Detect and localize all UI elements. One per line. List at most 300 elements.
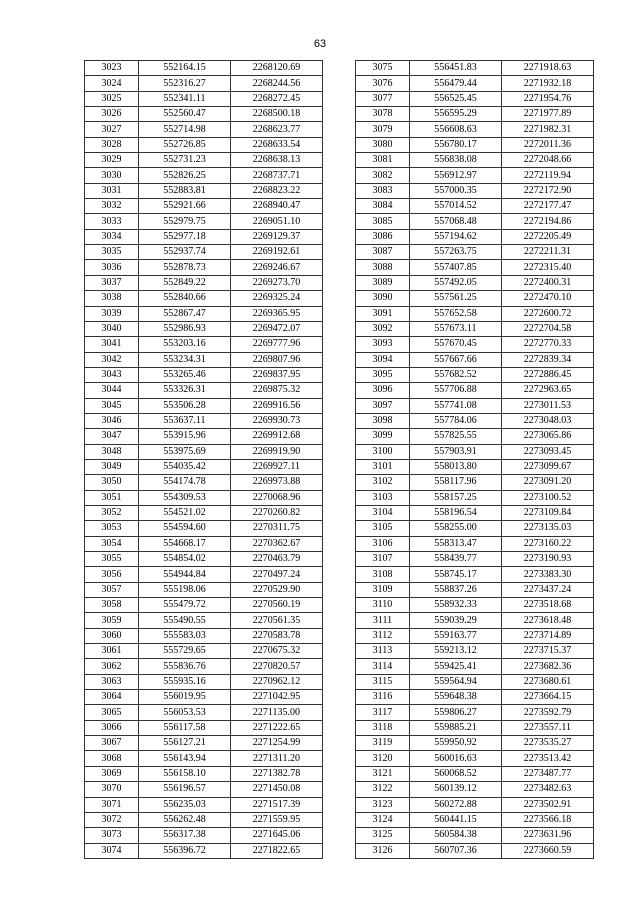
x-coordinate-cell: 556780.17 — [410, 137, 502, 152]
table-row — [356, 398, 594, 413]
table-row — [85, 720, 323, 735]
y-coordinate-cell: 2272770.33 — [502, 337, 594, 352]
point-number-cell: 3050 — [85, 475, 139, 490]
table-row — [356, 275, 594, 290]
point-number-cell: 3090 — [356, 291, 410, 306]
table-row — [356, 720, 594, 735]
point-number-cell: 3108 — [356, 567, 410, 582]
point-number-cell: 3085 — [356, 214, 410, 229]
x-coordinate-cell: 554594.60 — [139, 521, 231, 536]
point-number-cell: 3094 — [356, 352, 410, 367]
x-coordinate-cell: 556235.03 — [139, 797, 231, 812]
y-coordinate-cell: 2270529.90 — [231, 582, 323, 597]
y-coordinate-cell: 2273714.89 — [502, 628, 594, 643]
point-number-cell: 3068 — [85, 751, 139, 766]
y-coordinate-cell: 2271645.06 — [231, 828, 323, 843]
point-number-cell: 3061 — [85, 644, 139, 659]
x-coordinate-cell: 559564.94 — [410, 674, 502, 689]
point-number-cell: 3039 — [85, 306, 139, 321]
table-row — [85, 521, 323, 536]
y-coordinate-cell: 2273109.84 — [502, 505, 594, 520]
y-coordinate-cell: 2268823.22 — [231, 183, 323, 198]
table-row — [356, 199, 594, 214]
table-row — [356, 168, 594, 183]
point-number-cell: 3067 — [85, 736, 139, 751]
y-coordinate-cell: 2272704.58 — [502, 321, 594, 336]
x-coordinate-cell: 552316.27 — [139, 76, 231, 91]
point-number-cell: 3109 — [356, 582, 410, 597]
x-coordinate-cell: 555729.65 — [139, 644, 231, 659]
table-row — [356, 582, 594, 597]
y-coordinate-cell: 2271382.78 — [231, 766, 323, 781]
y-coordinate-cell: 2273383.30 — [502, 567, 594, 582]
y-coordinate-cell: 2273513.42 — [502, 751, 594, 766]
x-coordinate-cell: 556127.21 — [139, 736, 231, 751]
table-row — [85, 306, 323, 321]
table-row — [85, 659, 323, 674]
y-coordinate-cell: 2272011.36 — [502, 137, 594, 152]
x-coordinate-cell: 552164.15 — [139, 61, 231, 76]
point-number-cell: 3028 — [85, 137, 139, 152]
x-coordinate-cell: 560272.88 — [410, 797, 502, 812]
x-coordinate-cell: 556317.38 — [139, 828, 231, 843]
x-coordinate-cell: 554035.42 — [139, 459, 231, 474]
table-row — [356, 245, 594, 260]
point-number-cell: 3034 — [85, 229, 139, 244]
y-coordinate-cell: 2272400.31 — [502, 275, 594, 290]
x-coordinate-cell: 556053.53 — [139, 705, 231, 720]
table-row — [356, 337, 594, 352]
point-number-cell: 3072 — [85, 812, 139, 827]
point-number-cell: 3043 — [85, 367, 139, 382]
table-row — [356, 659, 594, 674]
x-coordinate-cell: 559806.27 — [410, 705, 502, 720]
table-row — [85, 843, 323, 858]
y-coordinate-cell: 2269912.68 — [231, 429, 323, 444]
table-row — [356, 183, 594, 198]
x-coordinate-cell: 553234.31 — [139, 352, 231, 367]
point-number-cell: 3083 — [356, 183, 410, 198]
table-row — [356, 260, 594, 275]
y-coordinate-cell: 2272172.90 — [502, 183, 594, 198]
x-coordinate-cell: 553203.16 — [139, 337, 231, 352]
table-row — [356, 352, 594, 367]
table-row — [356, 598, 594, 613]
y-coordinate-cell: 2273680.61 — [502, 674, 594, 689]
point-number-cell: 3057 — [85, 582, 139, 597]
x-coordinate-cell: 557014.52 — [410, 199, 502, 214]
point-number-cell: 3046 — [85, 413, 139, 428]
x-coordinate-cell: 552826.25 — [139, 168, 231, 183]
y-coordinate-cell: 2269919.90 — [231, 444, 323, 459]
point-number-cell: 3027 — [85, 122, 139, 137]
point-number-cell: 3093 — [356, 337, 410, 352]
point-number-cell: 3033 — [85, 214, 139, 229]
y-coordinate-cell: 2270560.19 — [231, 598, 323, 613]
x-coordinate-cell: 560068.52 — [410, 766, 502, 781]
point-number-cell: 3079 — [356, 122, 410, 137]
x-coordinate-cell: 559648.38 — [410, 690, 502, 705]
y-coordinate-cell: 2269973.88 — [231, 475, 323, 490]
point-number-cell: 3035 — [85, 245, 139, 260]
point-number-cell: 3095 — [356, 367, 410, 382]
point-number-cell: 3063 — [85, 674, 139, 689]
table-row — [356, 782, 594, 797]
table-row — [85, 168, 323, 183]
table-row — [85, 536, 323, 551]
x-coordinate-cell: 559213.12 — [410, 644, 502, 659]
y-coordinate-cell: 2273048.03 — [502, 413, 594, 428]
y-coordinate-cell: 2273518.68 — [502, 598, 594, 613]
point-number-cell: 3116 — [356, 690, 410, 705]
x-coordinate-cell: 555490.55 — [139, 613, 231, 628]
x-coordinate-cell: 553975.69 — [139, 444, 231, 459]
x-coordinate-cell: 555836.76 — [139, 659, 231, 674]
table-row — [85, 598, 323, 613]
y-coordinate-cell: 2270820.57 — [231, 659, 323, 674]
x-coordinate-cell: 552726.85 — [139, 137, 231, 152]
table-row — [85, 782, 323, 797]
y-coordinate-cell: 2271042.95 — [231, 690, 323, 705]
point-number-cell: 3121 — [356, 766, 410, 781]
x-coordinate-cell: 558157.25 — [410, 490, 502, 505]
table-row — [356, 76, 594, 91]
point-number-cell: 3084 — [356, 199, 410, 214]
x-coordinate-cell: 558439.77 — [410, 552, 502, 567]
y-coordinate-cell: 2271932.18 — [502, 76, 594, 91]
x-coordinate-cell: 560584.38 — [410, 828, 502, 843]
x-coordinate-cell: 557263.75 — [410, 245, 502, 260]
y-coordinate-cell: 2268272.45 — [231, 91, 323, 106]
x-coordinate-cell: 556196.57 — [139, 782, 231, 797]
x-coordinate-cell: 556117.58 — [139, 720, 231, 735]
y-coordinate-cell: 2273682.36 — [502, 659, 594, 674]
table-row — [356, 644, 594, 659]
y-coordinate-cell: 2272177.47 — [502, 199, 594, 214]
x-coordinate-cell: 552840.66 — [139, 291, 231, 306]
y-coordinate-cell: 2271954.76 — [502, 91, 594, 106]
table-row — [85, 690, 323, 705]
table-row — [356, 812, 594, 827]
y-coordinate-cell: 2273190.93 — [502, 552, 594, 567]
table-row — [85, 705, 323, 720]
x-coordinate-cell: 554174.78 — [139, 475, 231, 490]
y-coordinate-cell: 2272839.34 — [502, 352, 594, 367]
table-row — [356, 613, 594, 628]
table-row — [85, 337, 323, 352]
point-number-cell: 3031 — [85, 183, 139, 198]
point-number-cell: 3101 — [356, 459, 410, 474]
y-coordinate-cell: 2273502.91 — [502, 797, 594, 812]
x-coordinate-cell: 557068.48 — [410, 214, 502, 229]
point-number-cell: 3076 — [356, 76, 410, 91]
x-coordinate-cell: 552341.11 — [139, 91, 231, 106]
x-coordinate-cell: 559039.29 — [410, 613, 502, 628]
y-coordinate-cell: 2270962.12 — [231, 674, 323, 689]
point-number-cell: 3088 — [356, 260, 410, 275]
x-coordinate-cell: 557407.85 — [410, 260, 502, 275]
point-number-cell: 3087 — [356, 245, 410, 260]
y-coordinate-cell: 2272048.66 — [502, 153, 594, 168]
point-number-cell: 3054 — [85, 536, 139, 551]
x-coordinate-cell: 556595.29 — [410, 107, 502, 122]
x-coordinate-cell: 558117.96 — [410, 475, 502, 490]
y-coordinate-cell: 2270260.82 — [231, 505, 323, 520]
y-coordinate-cell: 2273566.18 — [502, 812, 594, 827]
y-coordinate-cell: 2269472.07 — [231, 321, 323, 336]
x-coordinate-cell: 558013.80 — [410, 459, 502, 474]
x-coordinate-cell: 558745.17 — [410, 567, 502, 582]
y-coordinate-cell: 2273100.52 — [502, 490, 594, 505]
y-coordinate-cell: 2271982.31 — [502, 122, 594, 137]
table-row — [85, 214, 323, 229]
x-coordinate-cell: 557673.11 — [410, 321, 502, 336]
point-number-cell: 3098 — [356, 413, 410, 428]
x-coordinate-cell: 556158.10 — [139, 766, 231, 781]
point-number-cell: 3118 — [356, 720, 410, 735]
table-row — [356, 490, 594, 505]
y-coordinate-cell: 2269837.95 — [231, 367, 323, 382]
x-coordinate-cell: 555583.03 — [139, 628, 231, 643]
table-row — [85, 413, 323, 428]
y-coordinate-cell: 2272886.45 — [502, 367, 594, 382]
x-coordinate-cell: 557561.25 — [410, 291, 502, 306]
y-coordinate-cell: 2273664.15 — [502, 690, 594, 705]
table-row — [356, 137, 594, 152]
y-coordinate-cell: 2269777.96 — [231, 337, 323, 352]
point-number-cell: 3056 — [85, 567, 139, 582]
point-number-cell: 3023 — [85, 61, 139, 76]
y-coordinate-cell: 2269273.70 — [231, 275, 323, 290]
x-coordinate-cell: 552937.74 — [139, 245, 231, 260]
x-coordinate-cell: 554854.02 — [139, 552, 231, 567]
x-coordinate-cell: 554668.17 — [139, 536, 231, 551]
y-coordinate-cell: 2269129.37 — [231, 229, 323, 244]
table-row — [356, 475, 594, 490]
x-coordinate-cell: 558932.33 — [410, 598, 502, 613]
point-number-cell: 3032 — [85, 199, 139, 214]
coordinate-table-left — [84, 60, 323, 859]
x-coordinate-cell: 559425.41 — [410, 659, 502, 674]
point-number-cell: 3047 — [85, 429, 139, 444]
y-coordinate-cell: 2270068.96 — [231, 490, 323, 505]
y-coordinate-cell: 2272963.65 — [502, 383, 594, 398]
table-row — [356, 567, 594, 582]
table-row — [85, 275, 323, 290]
table-row — [85, 812, 323, 827]
point-number-cell: 3099 — [356, 429, 410, 444]
x-coordinate-cell: 556479.44 — [410, 76, 502, 91]
x-coordinate-cell: 557903.91 — [410, 444, 502, 459]
point-number-cell: 3124 — [356, 812, 410, 827]
y-coordinate-cell: 2271822.65 — [231, 843, 323, 858]
y-coordinate-cell: 2268737.71 — [231, 168, 323, 183]
table-row — [356, 843, 594, 858]
x-coordinate-cell: 557825.55 — [410, 429, 502, 444]
y-coordinate-cell: 2270583.78 — [231, 628, 323, 643]
table-row — [85, 674, 323, 689]
point-number-cell: 3107 — [356, 552, 410, 567]
point-number-cell: 3126 — [356, 843, 410, 858]
table-row — [85, 61, 323, 76]
table-row — [85, 552, 323, 567]
table-row — [85, 76, 323, 91]
table-row — [85, 398, 323, 413]
x-coordinate-cell: 555479.72 — [139, 598, 231, 613]
x-coordinate-cell: 556396.72 — [139, 843, 231, 858]
x-coordinate-cell: 559885.21 — [410, 720, 502, 735]
table-row — [85, 766, 323, 781]
point-number-cell: 3037 — [85, 275, 139, 290]
point-number-cell: 3036 — [85, 260, 139, 275]
table-row — [85, 352, 323, 367]
y-coordinate-cell: 2273099.67 — [502, 459, 594, 474]
y-coordinate-cell: 2268623.77 — [231, 122, 323, 137]
table-row — [85, 582, 323, 597]
x-coordinate-cell: 552979.75 — [139, 214, 231, 229]
table-row — [356, 107, 594, 122]
y-coordinate-cell: 2271559.95 — [231, 812, 323, 827]
point-number-cell: 3089 — [356, 275, 410, 290]
x-coordinate-cell: 557741.08 — [410, 398, 502, 413]
x-coordinate-cell: 557670.45 — [410, 337, 502, 352]
table-row — [85, 107, 323, 122]
table-row — [356, 91, 594, 106]
y-coordinate-cell: 2270362.67 — [231, 536, 323, 551]
y-coordinate-cell: 2272119.94 — [502, 168, 594, 183]
table-row — [356, 797, 594, 812]
y-coordinate-cell: 2269930.73 — [231, 413, 323, 428]
y-coordinate-cell: 2272600.72 — [502, 306, 594, 321]
point-number-cell: 3040 — [85, 321, 139, 336]
table-row — [85, 505, 323, 520]
point-number-cell: 3078 — [356, 107, 410, 122]
y-coordinate-cell: 2269807.96 — [231, 352, 323, 367]
y-coordinate-cell: 2271517.39 — [231, 797, 323, 812]
table-row — [85, 429, 323, 444]
table-row — [85, 321, 323, 336]
page-number: 63 — [313, 38, 327, 50]
x-coordinate-cell: 556451.83 — [410, 61, 502, 76]
point-number-cell: 3097 — [356, 398, 410, 413]
y-coordinate-cell: 2269192.61 — [231, 245, 323, 260]
x-coordinate-cell: 552731.23 — [139, 153, 231, 168]
y-coordinate-cell: 2273482.63 — [502, 782, 594, 797]
table-row — [356, 153, 594, 168]
table-row — [85, 199, 323, 214]
y-coordinate-cell: 2268638.13 — [231, 153, 323, 168]
point-number-cell: 3080 — [356, 137, 410, 152]
y-coordinate-cell: 2273715.37 — [502, 644, 594, 659]
point-number-cell: 3041 — [85, 337, 139, 352]
y-coordinate-cell: 2268500.18 — [231, 107, 323, 122]
point-number-cell: 3104 — [356, 505, 410, 520]
x-coordinate-cell: 560441.15 — [410, 812, 502, 827]
y-coordinate-cell: 2272211.31 — [502, 245, 594, 260]
point-number-cell: 3060 — [85, 628, 139, 643]
y-coordinate-cell: 2269927.11 — [231, 459, 323, 474]
x-coordinate-cell: 556608.63 — [410, 122, 502, 137]
table-row — [356, 306, 594, 321]
x-coordinate-cell: 552867.47 — [139, 306, 231, 321]
table-row — [85, 291, 323, 306]
table-row — [85, 229, 323, 244]
table-row — [85, 383, 323, 398]
table-row — [356, 505, 594, 520]
table-row — [85, 628, 323, 643]
y-coordinate-cell: 2273631.96 — [502, 828, 594, 843]
point-number-cell: 3024 — [85, 76, 139, 91]
table-row — [85, 122, 323, 137]
y-coordinate-cell: 2268940.47 — [231, 199, 323, 214]
y-coordinate-cell: 2271135.00 — [231, 705, 323, 720]
x-coordinate-cell: 556143.94 — [139, 751, 231, 766]
table-row — [85, 751, 323, 766]
table-row — [356, 459, 594, 474]
y-coordinate-cell: 2273091.20 — [502, 475, 594, 490]
table-row — [85, 245, 323, 260]
x-coordinate-cell: 555198.06 — [139, 582, 231, 597]
table-row — [85, 828, 323, 843]
y-coordinate-cell: 2273557.11 — [502, 720, 594, 735]
x-coordinate-cell: 557652.58 — [410, 306, 502, 321]
y-coordinate-cell: 2273135.03 — [502, 521, 594, 536]
x-coordinate-cell: 552878.73 — [139, 260, 231, 275]
x-coordinate-cell: 557492.05 — [410, 275, 502, 290]
table-row — [356, 413, 594, 428]
x-coordinate-cell: 558255.00 — [410, 521, 502, 536]
table-row — [356, 828, 594, 843]
point-number-cell: 3058 — [85, 598, 139, 613]
table-row — [356, 552, 594, 567]
y-coordinate-cell: 2270561.35 — [231, 613, 323, 628]
x-coordinate-cell: 553506.28 — [139, 398, 231, 413]
point-number-cell: 3106 — [356, 536, 410, 551]
y-coordinate-cell: 2272194.86 — [502, 214, 594, 229]
point-number-cell: 3103 — [356, 490, 410, 505]
x-coordinate-cell: 556525.45 — [410, 91, 502, 106]
y-coordinate-cell: 2269246.67 — [231, 260, 323, 275]
x-coordinate-cell: 558313.47 — [410, 536, 502, 551]
x-coordinate-cell: 557682.52 — [410, 367, 502, 382]
point-number-cell: 3065 — [85, 705, 139, 720]
x-coordinate-cell: 556838.08 — [410, 153, 502, 168]
x-coordinate-cell: 552849.22 — [139, 275, 231, 290]
y-coordinate-cell: 2269365.95 — [231, 306, 323, 321]
point-number-cell: 3119 — [356, 736, 410, 751]
x-coordinate-cell: 554309.53 — [139, 490, 231, 505]
x-coordinate-cell: 553265.46 — [139, 367, 231, 382]
point-number-cell: 3100 — [356, 444, 410, 459]
x-coordinate-cell: 552977.18 — [139, 229, 231, 244]
table-row — [85, 459, 323, 474]
table-row — [356, 536, 594, 551]
x-coordinate-cell: 552714.98 — [139, 122, 231, 137]
table-row — [356, 674, 594, 689]
y-coordinate-cell: 2272470.10 — [502, 291, 594, 306]
point-number-cell: 3073 — [85, 828, 139, 843]
table-row — [85, 444, 323, 459]
y-coordinate-cell: 2271311.20 — [231, 751, 323, 766]
x-coordinate-cell: 556262.48 — [139, 812, 231, 827]
point-number-cell: 3105 — [356, 521, 410, 536]
x-coordinate-cell: 556019.95 — [139, 690, 231, 705]
x-coordinate-cell: 553637.11 — [139, 413, 231, 428]
point-number-cell: 3077 — [356, 91, 410, 106]
y-coordinate-cell: 2269051.10 — [231, 214, 323, 229]
y-coordinate-cell: 2271222.65 — [231, 720, 323, 735]
table-row — [85, 183, 323, 198]
